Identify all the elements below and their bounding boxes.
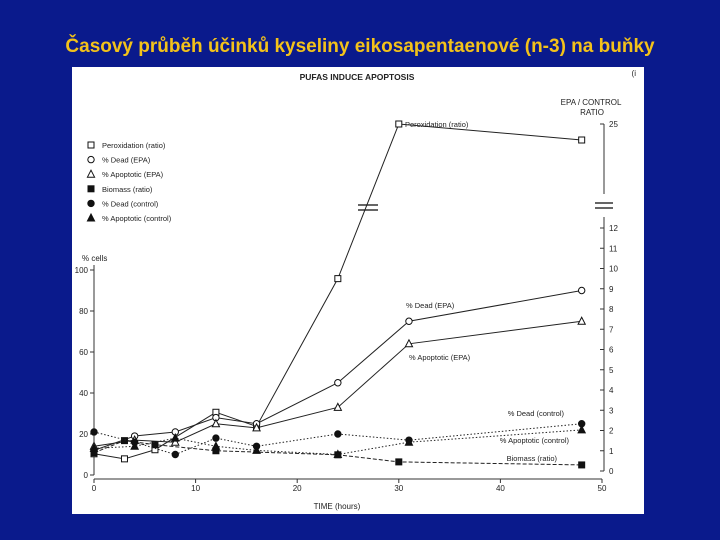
right-axis-tick-label: 4 — [609, 386, 614, 395]
left-axis-tick-label: 60 — [79, 348, 88, 357]
data-point — [152, 442, 158, 448]
left-axis-label: % cells — [82, 254, 108, 263]
data-point — [334, 403, 341, 410]
x-axis-label: TIME (hours) — [313, 502, 361, 511]
right-axis-tick-label: 5 — [609, 365, 614, 375]
chart-figure — [72, 67, 644, 514]
data-point — [335, 431, 341, 437]
legend-marker — [88, 200, 94, 206]
left-axis-tick-label: 100 — [74, 266, 88, 275]
right-axis-tick-label: 6 — [609, 345, 614, 355]
right-axis-label-line1: EPA / CONTROL — [560, 98, 622, 107]
series-label: % Dead (control) — [507, 409, 564, 418]
legend-entry: % Apoptotic (control) — [102, 214, 172, 223]
right-axis-label — [561, 98, 624, 117]
right-axis-tick-label: 8 — [609, 305, 614, 314]
x-axis-tick-label: 40 — [495, 484, 505, 493]
data-point — [335, 276, 341, 282]
legend-entry: % Dead (EPA) — [102, 155, 151, 165]
data-point — [396, 121, 402, 127]
right-axis-tick-label: 1 — [609, 446, 614, 456]
series-label: % Apoptotic (EPA) — [409, 353, 471, 362]
data-point — [406, 318, 412, 324]
right-axis-label-line2: RATIO — [580, 108, 604, 117]
chart-title: PUFAS INDUCE APOPTOSIS — [299, 72, 415, 82]
x-axis-tick-label: 20 — [292, 484, 302, 493]
left-axis-tick-label: 0 — [83, 471, 88, 480]
data-point — [172, 451, 178, 457]
legend-marker — [87, 214, 94, 221]
right-axis-tick-label: 11 — [609, 244, 618, 254]
data-point — [91, 429, 97, 435]
series-label: % Dead (EPA) — [406, 301, 455, 310]
right-axis-tick-label: 0 — [609, 467, 614, 476]
right-axis-tick-label: 3 — [609, 406, 614, 416]
data-point — [212, 420, 219, 427]
series-group — [90, 120, 585, 468]
legend — [87, 141, 171, 223]
left-axis-tick-label: 40 — [79, 389, 88, 398]
right-axis-tick-label: 2 — [609, 426, 614, 436]
chart-corner-mark: (i — [631, 69, 636, 78]
right-axis-tick-label: 25 — [609, 120, 618, 129]
legend-entry: Peroxidation (ratio) — [102, 141, 166, 150]
legend-entry: % Dead (control) — [102, 199, 159, 209]
left-axis-tick-label: 20 — [79, 430, 88, 439]
legend-marker — [88, 156, 94, 162]
data-point — [578, 287, 584, 293]
data-point — [578, 426, 585, 433]
x-axis-tick-label: 10 — [191, 484, 201, 493]
legend-marker — [88, 186, 94, 192]
data-point — [578, 317, 585, 324]
right-axis-tick-label: 7 — [609, 325, 614, 335]
data-point — [579, 137, 585, 143]
data-point — [121, 456, 127, 462]
data-point — [579, 462, 585, 468]
data-point — [121, 438, 127, 444]
slide-title: Časový průběh účinků kyseliny eikosapentaenové (n-3) na buňky — [65, 36, 655, 57]
series-2 — [91, 287, 585, 453]
right-axis-tick-label: 10 — [609, 264, 618, 274]
x-axis-tick-label: 50 — [597, 484, 607, 493]
legend-entry: % Apoptotic (EPA) — [102, 170, 164, 180]
right-axis-tick-label: 9 — [609, 284, 614, 294]
x-axis-tick-label: 0 — [91, 484, 97, 493]
right-axis-tick-label: 12 — [609, 224, 618, 233]
chart-svg — [72, 67, 644, 514]
legend-marker — [88, 142, 94, 148]
data-point — [213, 435, 219, 441]
legend-entry: Biomass (ratio) — [102, 184, 153, 194]
data-point — [396, 459, 402, 465]
series-label: % Apoptotic (control) — [499, 436, 569, 445]
data-point — [212, 442, 219, 449]
series-label: Biomass (ratio) — [506, 454, 557, 463]
legend-marker — [87, 170, 94, 177]
data-point — [335, 380, 341, 386]
x-axis-tick-label: 30 — [394, 484, 404, 493]
series-line — [94, 291, 582, 451]
series-label: Peroxidation (ratio) — [405, 120, 469, 129]
left-axis-tick-label: 80 — [79, 307, 88, 316]
